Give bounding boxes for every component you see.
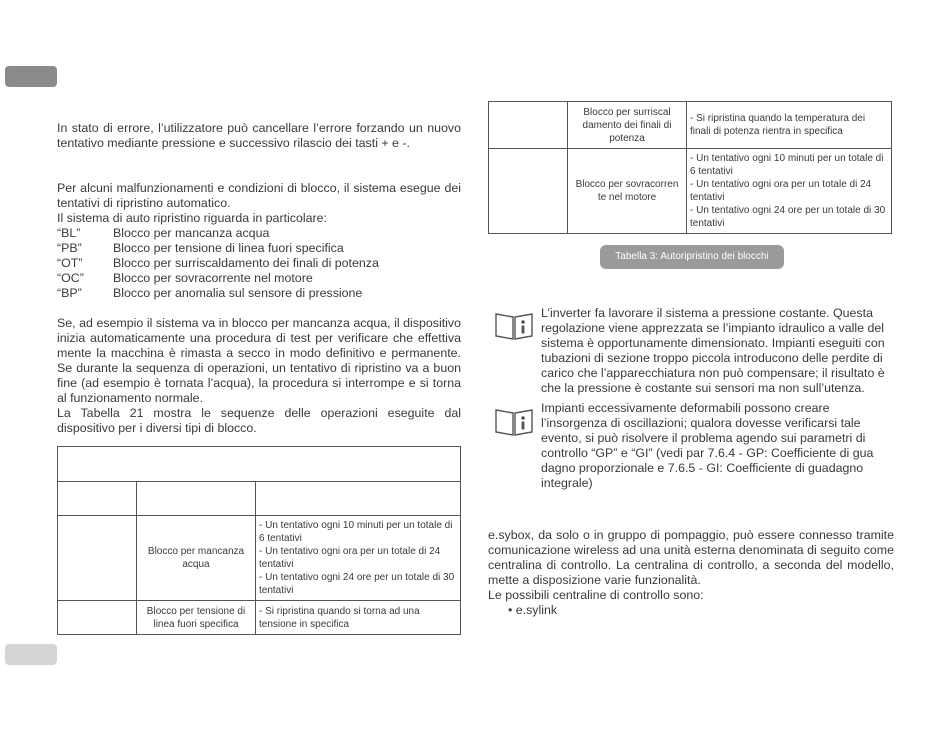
info-book-icon <box>494 310 534 340</box>
code-row-ot <box>57 256 461 271</box>
table-title-row <box>58 447 461 482</box>
table-code-cell <box>58 516 137 601</box>
table-block-name-cell: Blocco per surriscal damento dei finali di potenza <box>568 102 687 149</box>
note-deformable-systems: Impianti eccessivamente deformabili possono creare l’insorgenza di oscillazioni; qualora dovesse verificarsi tale evento, si può risolvere il problema agendo sui parametri di controllo “GP” e “GI” (vedi par 7.6.4 - GP: Coefficiente di gua dagno proporzionale e 7.6.5 - GI: Coefficiente di guadagno integrale) <box>541 401 874 490</box>
control-unit-intro: e.sybox, da solo o in gruppo di pompaggio, può essere connesso tramite comunicazione wireless ad una unità esterna denominata di seguito come centralina di controllo. La centralina di controllo, a seconda del modello, mette a disposizione varie funzionalità. <box>488 528 894 587</box>
control-unit-list-item: • e.sylink <box>508 603 558 617</box>
control-unit-list-title: Le possibili centraline di controllo sono: <box>488 588 704 602</box>
page-number-tab <box>5 644 57 665</box>
table-block-name-cell: Blocco per tensione di linea fuori specifica <box>137 601 256 635</box>
example-paragraph: Se, ad esempio il sistema va in blocco per mancanza acqua, il dispositivo inizia automaticamente una procedura di test per verificare che effettiva mente la macchina è rimasta a secco in modo definitivo e permanente. Se durante la sequenza di operazioni, un tentativo di ripristino va a buon fine (ad esempio è tornata l’acqua), la procedura si interrompe e si torna al funzionamento normale. <box>57 316 461 405</box>
code-label: “OC” <box>57 271 84 285</box>
table-title-cell <box>58 447 461 482</box>
table-reference-paragraph: La Tabella 21 mostra le sequenze delle operazioni eseguite dal dispositivo per i diversi tipi di blocco. <box>57 406 461 435</box>
table-code-cell <box>489 149 568 234</box>
code-description: Blocco per mancanza acqua <box>113 226 270 240</box>
auto-reset-table-right <box>488 101 892 234</box>
code-row-oc <box>57 271 461 286</box>
table-header-row <box>58 482 461 516</box>
auto-reset-intro: Per alcuni malfunzionamenti e condizioni di blocco, il sistema esegue dei tentativi di ripristino automatico. <box>57 181 461 210</box>
error-reset-paragraph: In stato di errore, l’utilizzatore può cancellare l’errore forzando un nuovo tentativo mediante pressione e successivo rilascio dei tasti + e -. <box>57 121 461 150</box>
auto-reset-section <box>57 181 461 301</box>
table-header-cell <box>58 482 137 516</box>
code-row-pb <box>57 241 461 256</box>
table-description-cell: - Un tentativo ogni 10 minuti per un totale di 6 tentativi - Un tentativo ogni ora per un totale di 24 tentativi - Un tentativo ogni 24 ore per un totale di 30 tentativi <box>256 516 461 601</box>
info-book-icon <box>494 406 534 436</box>
table-caption: Tabella 3: Autoripristino dei blocchi <box>600 245 784 269</box>
code-label: “BP” <box>57 286 82 300</box>
table-description-cell: - Un tentativo ogni 10 minuti per un totale di 6 tentativi - Un tentativo ogni ora per un totale di 24 tentativi - Un tentativo ogni 24 ore per un totale di 30 tentativi <box>687 149 892 234</box>
code-description: Blocco per anomalia sul sensore di pressione <box>113 286 363 300</box>
table-row <box>489 102 892 149</box>
table-block-name-cell: Blocco per sovracorren te nel motore <box>568 149 687 234</box>
auto-reset-list-title: Il sistema di auto ripristino riguarda in particolare: <box>57 211 327 225</box>
table-description-cell: - Si ripristina quando si torna ad una tensione in specifica <box>256 601 461 635</box>
table-code-cell <box>489 102 568 149</box>
table-row <box>489 149 892 234</box>
table-code-cell <box>58 601 137 635</box>
code-label: “PB” <box>57 241 82 255</box>
code-row-bl <box>57 226 461 241</box>
page-tab-marker <box>5 66 57 87</box>
example-section <box>57 316 461 436</box>
table-block-name-cell: Blocco per mancanza acqua <box>137 516 256 601</box>
code-description: Blocco per surriscaldamento dei finali di potenza <box>113 256 379 270</box>
control-unit-section <box>488 528 894 618</box>
auto-reset-table-left <box>57 446 461 635</box>
table-header-cell <box>137 482 256 516</box>
code-description: Blocco per tensione di linea fuori specifica <box>113 241 344 255</box>
code-row-bp <box>57 286 461 301</box>
code-label: “OT” <box>57 256 83 270</box>
code-label: “BL” <box>57 226 81 240</box>
table-row <box>58 601 461 635</box>
table-description-cell: - Si ripristina quando la temperatura dei finali di potenza rientra in specifica <box>687 102 892 149</box>
code-description: Blocco per sovracorrente nel motore <box>113 271 313 285</box>
table-row <box>58 516 461 601</box>
table-header-cell <box>256 482 461 516</box>
note-constant-pressure: L’inverter fa lavorare il sistema a pressione costante. Questa regolazione viene apprezzata se l’impianto idraulico a valle del sistema è opportunamente dimensionato. Impianti eseguiti con tubazioni di sezione troppo piccola introducono delle perdite di carico che l’apparecchiatura non può compensare; il risultato è che la pressione è costante sui sensori ma non sull’utenza. <box>541 306 885 395</box>
